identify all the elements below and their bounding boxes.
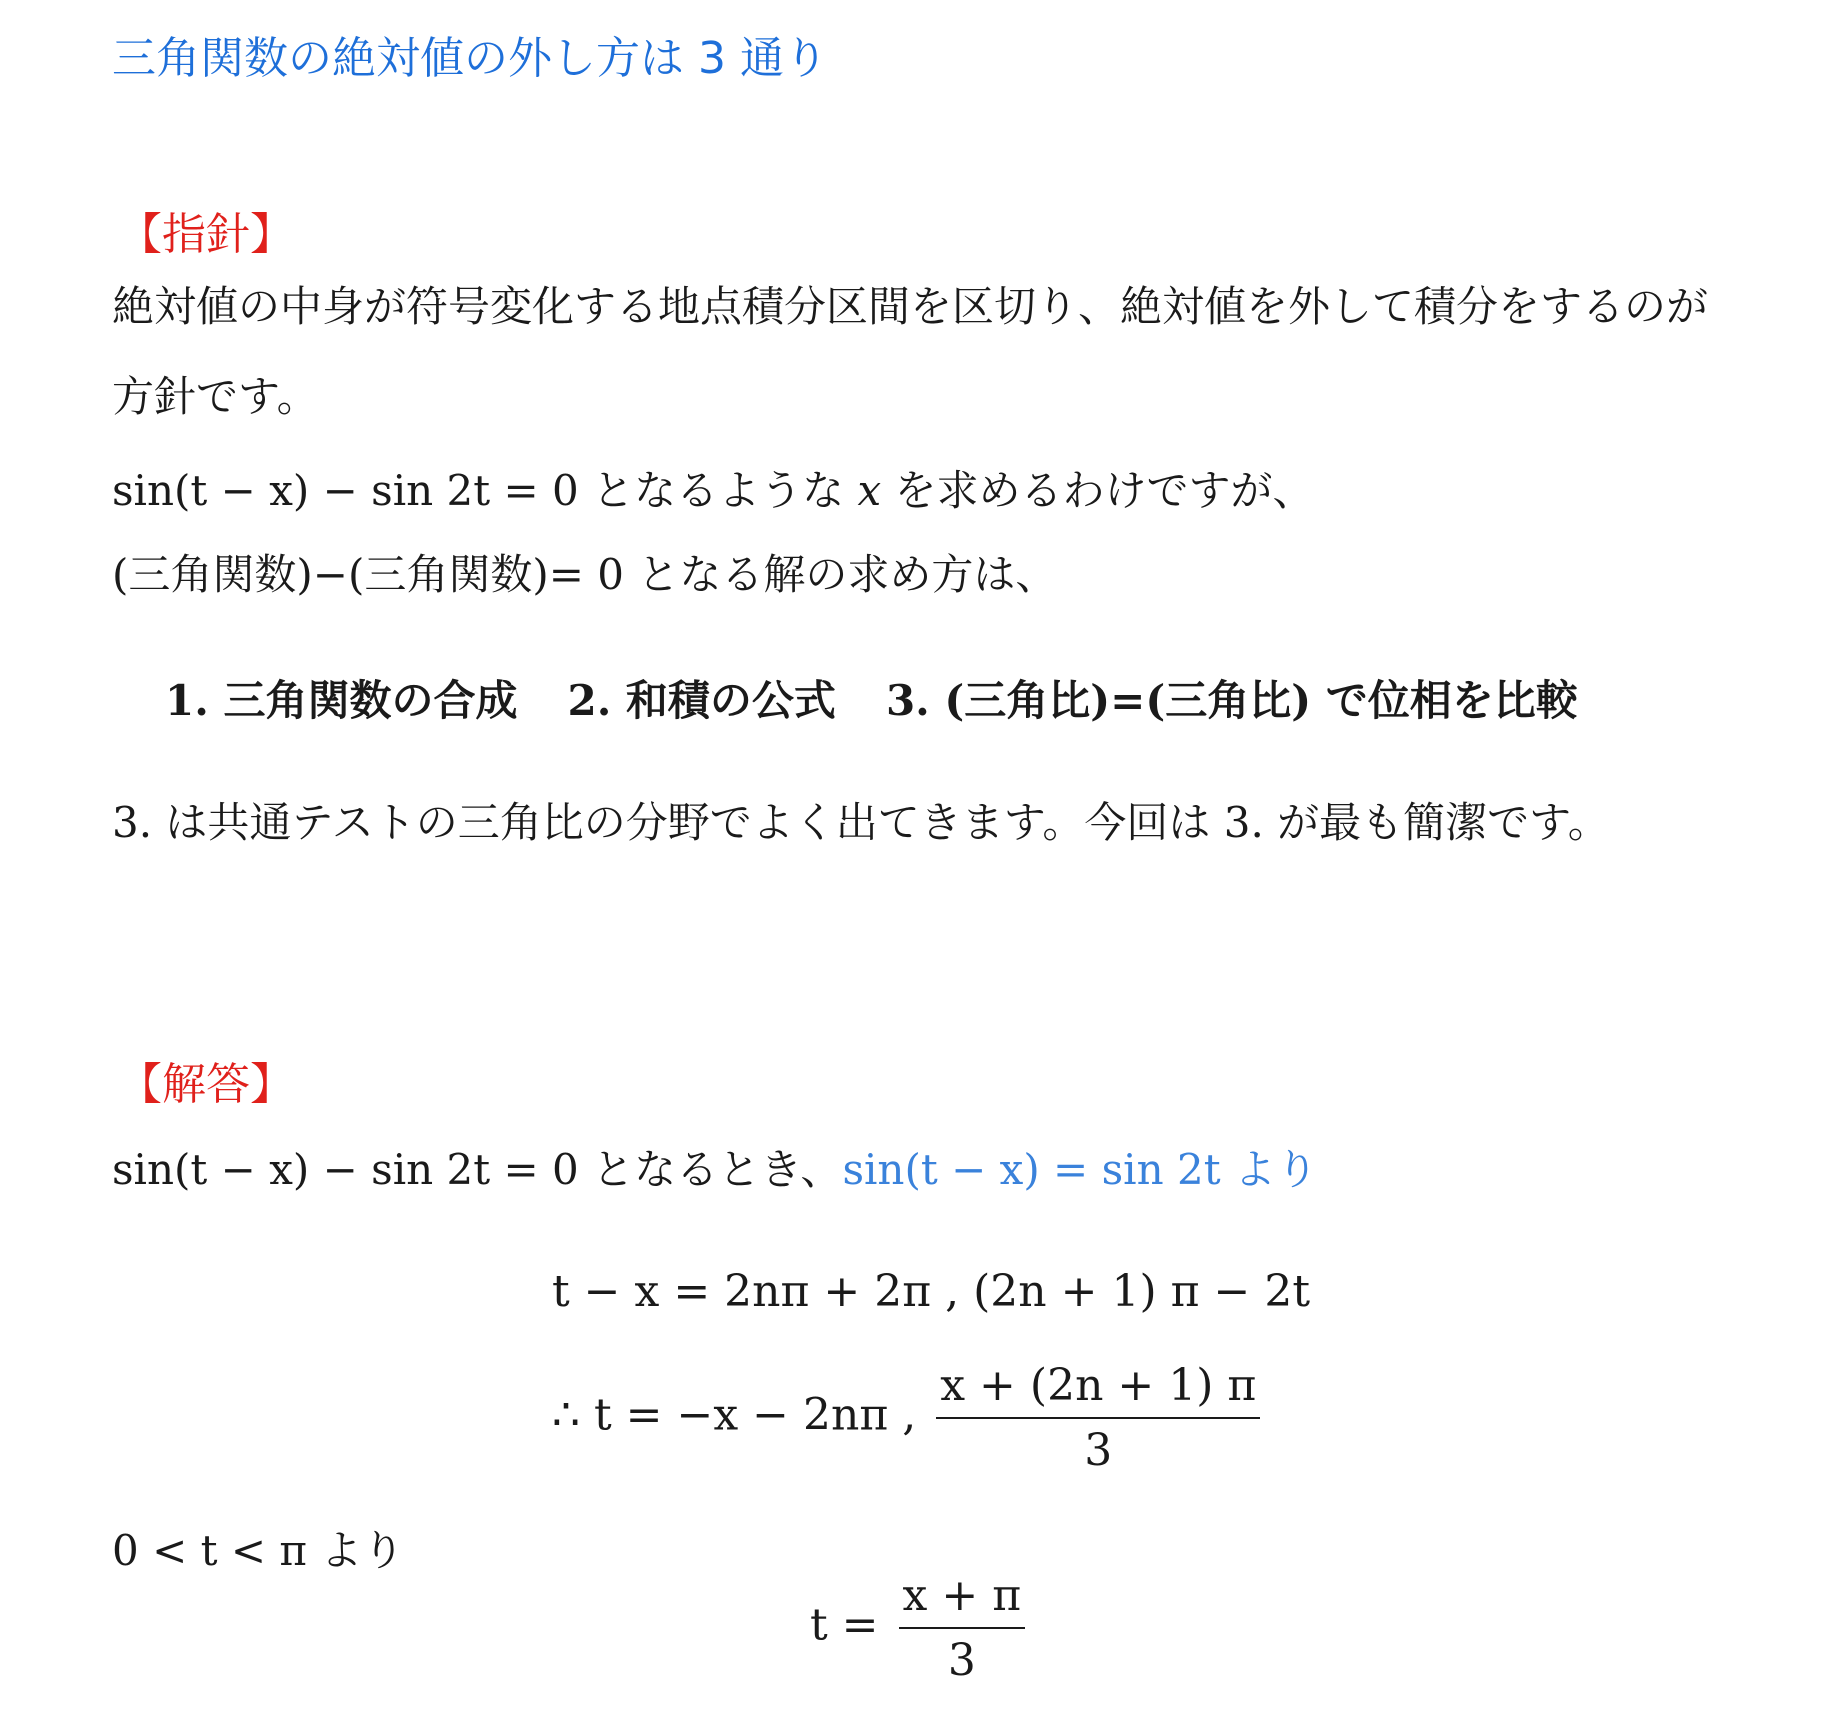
range-text: より: [307, 1526, 405, 1575]
policy-equation-line: [112, 458, 1315, 518]
equation-1: t − x = 2nπ + 2π , (2n + 1) π − 2t: [552, 1266, 1311, 1317]
method-item: 2. 和積の公式: [567, 676, 836, 725]
policy-equation-text-a: となるような: [578, 466, 858, 515]
method-item: 1. 三角関数の合成: [165, 676, 518, 725]
policy-note: 3. は共通テストの三角比の分野でよく出てきます。今回は 3. が最も簡潔です。: [112, 798, 1610, 847]
equation-2-denominator: 3: [1084, 1425, 1113, 1476]
equation-3-numerator: x + π: [899, 1570, 1026, 1629]
answer-header: 【解答】: [118, 1059, 294, 1110]
answer-line-1-math: sin(t − x) − sin 2t = 0: [112, 1145, 579, 1194]
range-line: [112, 1518, 404, 1578]
equation-3-left: t =: [810, 1599, 879, 1651]
answer-line-1: [112, 1137, 1318, 1197]
equation-3-denominator: 3: [947, 1635, 976, 1686]
trig-difference-line: (三角関数)−(三角関数)= 0 となる解の求め方は、: [112, 550, 1058, 599]
policy-paragraph: 絶対値の中身が符号変化する地点積分区間を区切り、絶対値を外して積分をするのが方針です。: [112, 282, 1709, 421]
page-title: 三角関数の絶対値の外し方は 3 通り: [112, 33, 828, 84]
method-item: 3. (三角比)=(三角比) で位相を比較: [885, 676, 1578, 725]
policy-header: 【指針】: [118, 209, 294, 260]
equation-2: [552, 1360, 1266, 1476]
equation-3-fraction: [899, 1570, 1026, 1686]
range-math: 0 < t < π: [112, 1526, 307, 1575]
methods-list: [165, 668, 1578, 728]
answer-line-1-highlight-tail: より: [1220, 1145, 1318, 1194]
equation-3: [810, 1570, 1031, 1686]
policy-equation-text-b: を求めるわけですが、: [881, 466, 1315, 515]
equation-2-left: ∴ t = −x − 2nπ ,: [552, 1389, 917, 1441]
answer-line-1-text: となるとき、: [578, 1145, 843, 1194]
equation-2-numerator: x + (2n + 1) π: [936, 1360, 1260, 1419]
equation-2-fraction: [936, 1360, 1260, 1476]
policy-equation-math: sin(t − x) − sin 2t = 0: [112, 466, 579, 515]
answer-line-1-highlight: sin(t − x) = sin 2t: [842, 1145, 1221, 1194]
policy-equation-var: x: [857, 466, 882, 515]
